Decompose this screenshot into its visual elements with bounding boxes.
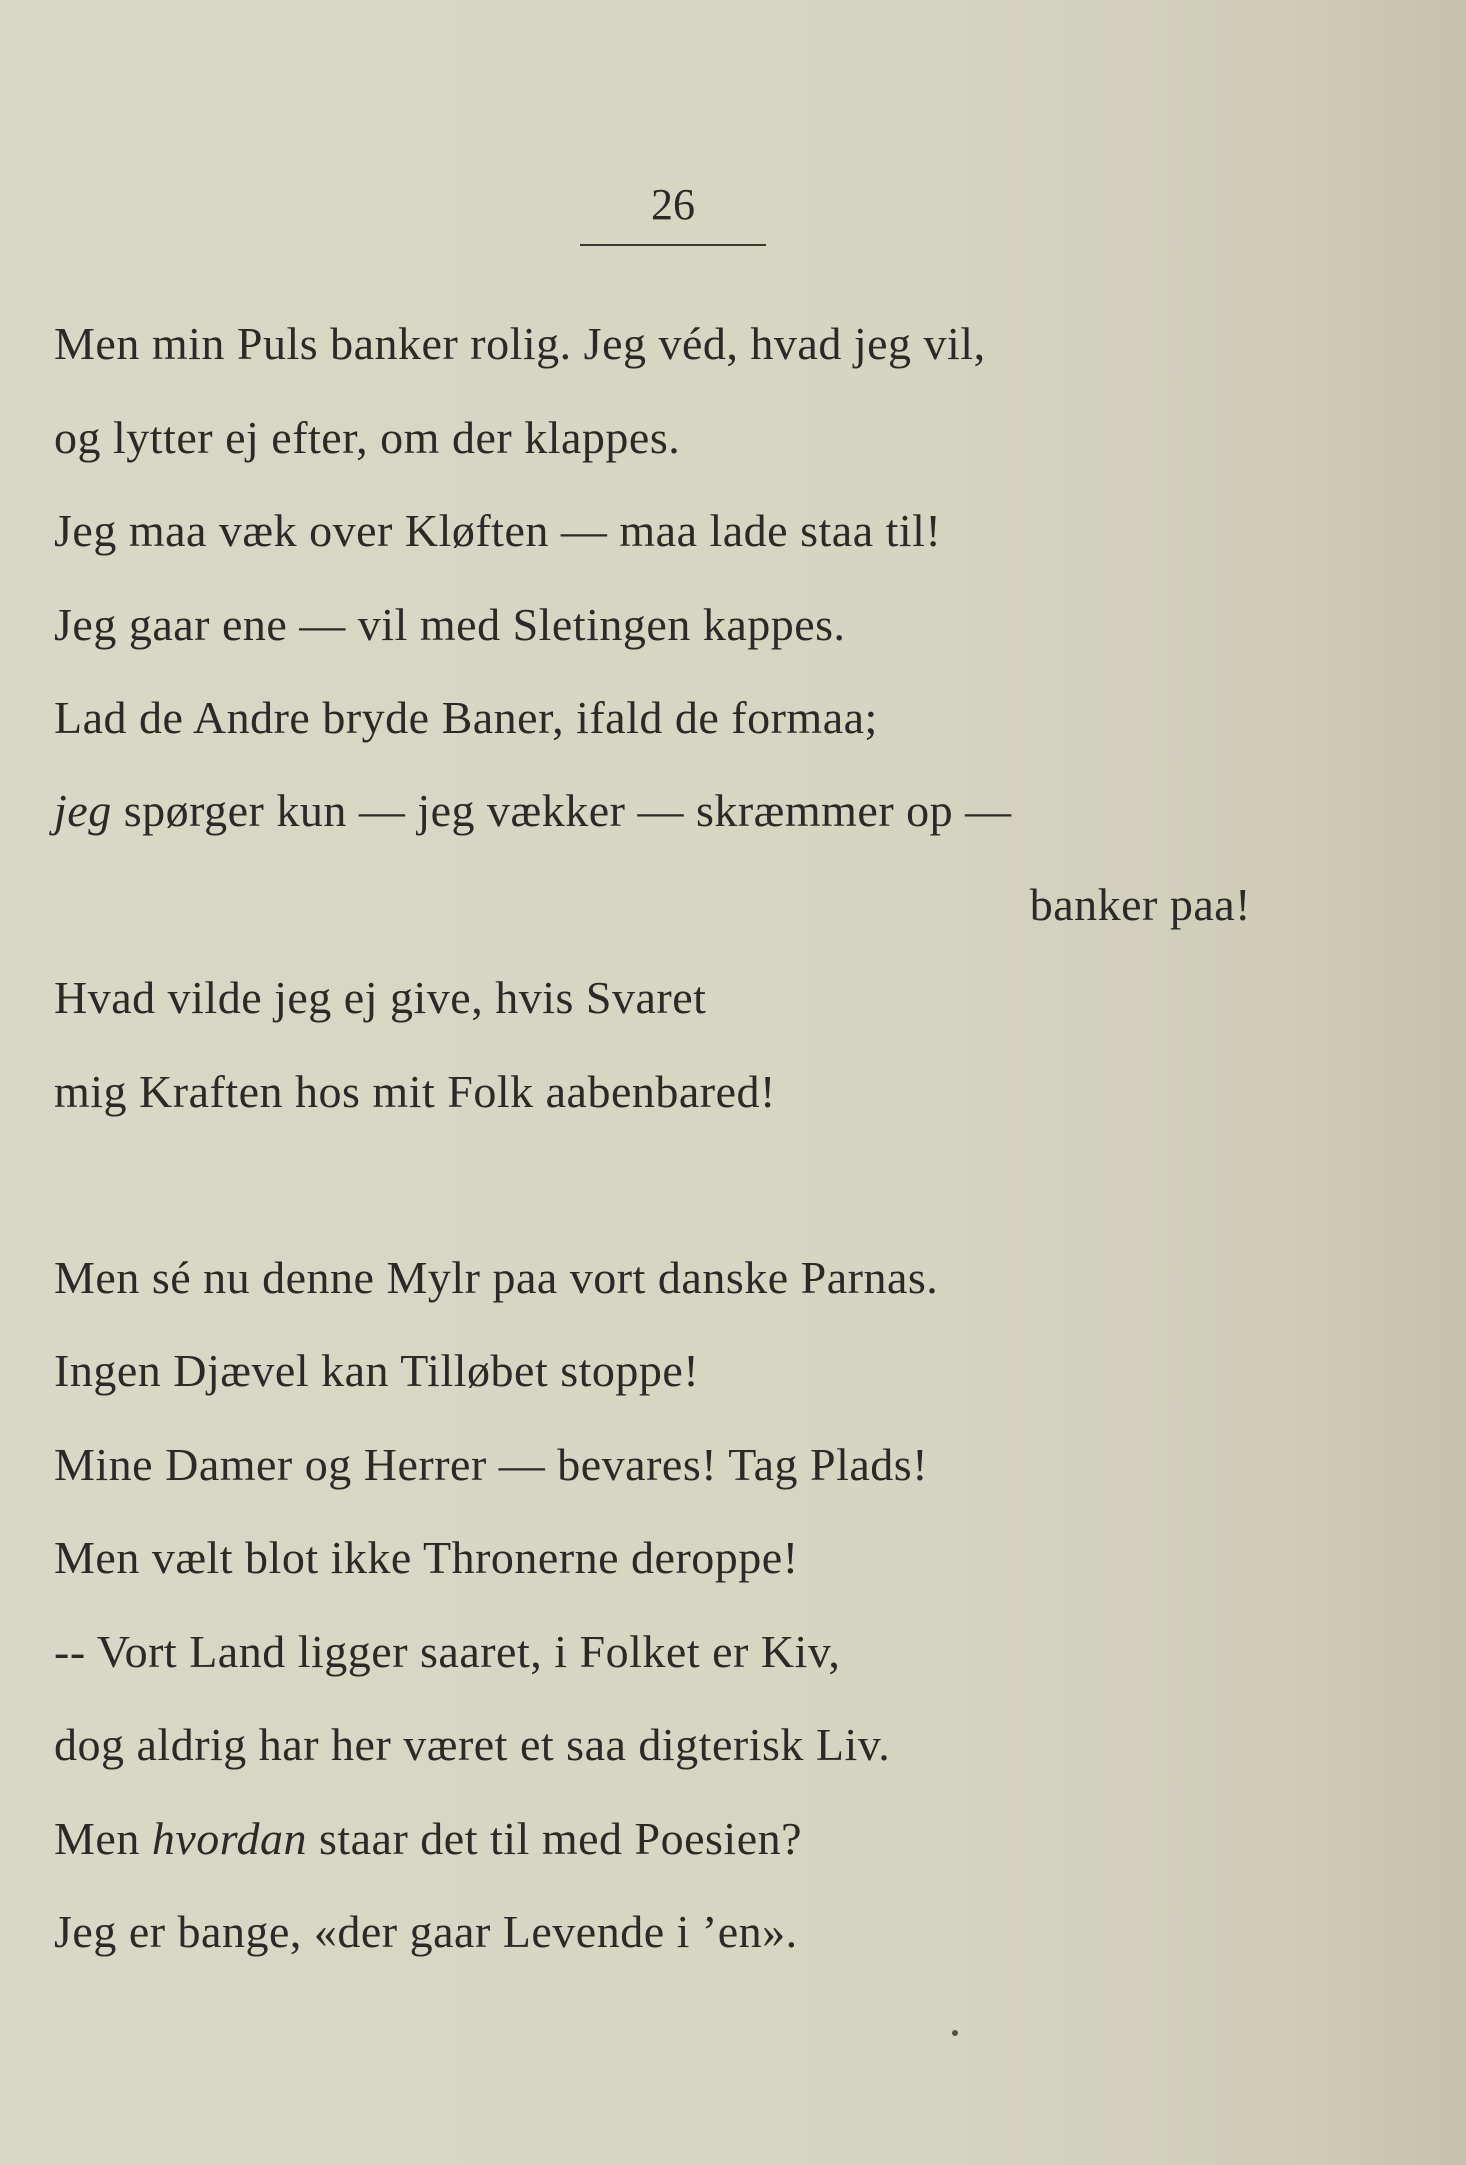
emphasized-word: hvordan [151,1813,307,1864]
verse-line-text: staar det til med Poesien? [306,1813,803,1864]
ink-speck [952,2030,958,2036]
verse-line-text: spørger kun — jeg vækker — skræmmer op — [111,785,1012,836]
verse-line [54,1811,802,1867]
verse-line: og lytter ej efter, om der klappes. [54,412,681,463]
verse-line: Hvad vilde jeg ej give, hvis Svaret [54,972,707,1023]
verse-line: Ingen Djævel kan Tilløbet stoppe! [54,1345,700,1396]
header-rule [580,244,766,246]
verse-line: Jeg gaar ene — vil med Sletingen kappes. [54,599,846,650]
verse-line-prefix: Men [54,1813,152,1864]
verse-line: dog aldrig har her været et saa digterisk Liv. [54,1719,891,1770]
verse-line: Jeg er bange, «der gaar Levende i ’en». [54,1906,798,1957]
verse-line: Men vælt blot ikke Thronerne deroppe! [54,1532,799,1583]
verse-line: Mine Damer og Herrer — bevares! Tag Plads! [54,1439,929,1490]
verse-line: Lad de Andre bryde Baner, ifald de formaa; [54,692,878,743]
verse-line-continuation: banker paa! [1029,879,1251,930]
verse-line [54,783,1012,839]
verse-line: Men sé nu denne Mylr paa vort danske Parnas. [54,1252,939,1303]
verse-line: Jeg maa væk over Kløften — maa lade staa til! [54,505,942,556]
emphasized-word: jeg [54,785,112,836]
verse-line: Men min Puls banker rolig. Jeg véd, hvad jeg vil, [54,318,986,369]
verse-line: mig Kraften hos mit Folk aabenbared! [54,1066,776,1117]
verse-line: -- Vort Land ligger saaret, i Folket er Kiv, [54,1626,841,1677]
page-number: 26 [651,180,695,229]
